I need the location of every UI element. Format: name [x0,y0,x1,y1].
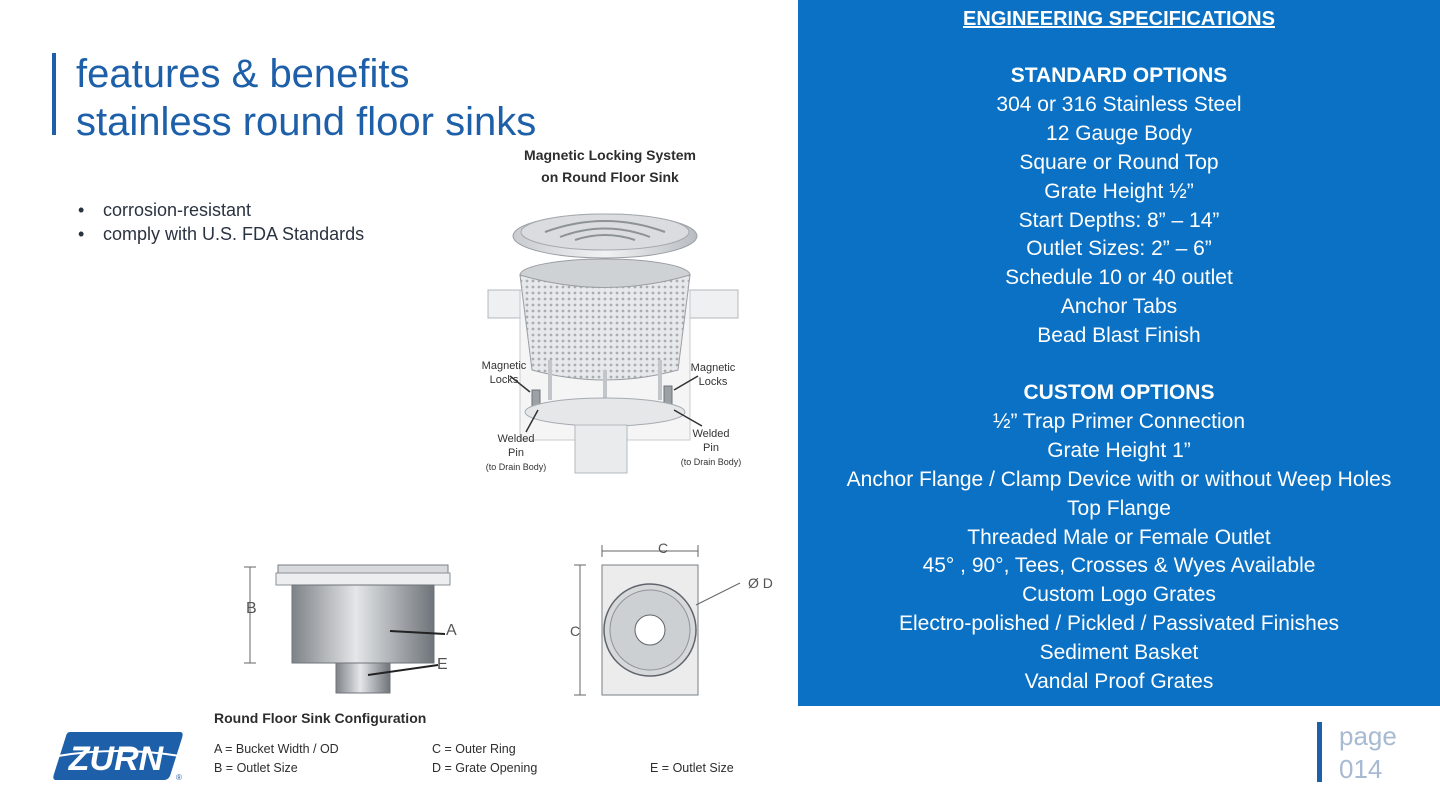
callout-text: Locks [698,376,728,388]
standard-options-title: STANDARD OPTIONS [1010,64,1228,87]
zurn-logo [52,726,184,784]
custom-options-title: CUSTOM OPTIONS [1023,381,1215,404]
legend-item: C = Outer Ring [432,742,516,756]
dim-label-e: E [437,656,448,673]
standard-option-item: Schedule 10 or 40 outlet [1005,266,1233,290]
legend-item: A = Bucket Width / OD [214,742,339,756]
custom-option-item: Sediment Basket [1039,641,1199,665]
custom-option-item: Threaded Male or Female Outlet [967,525,1271,549]
dim-label-b: B [246,600,257,617]
standard-option-item: 304 or 316 Stainless Steel [996,92,1242,116]
custom-option-item: 45° , 90°, Tees, Crosses & Wyes Available [922,554,1316,578]
callout-text: Welded [497,433,535,445]
custom-option-item: Grate Height 1” [1047,438,1191,462]
page-label: page [1339,721,1397,751]
standard-option-item: Square or Round Top [1019,150,1219,174]
callout-text: (to Drain Body) [680,457,742,467]
magnetic-locks-label-left [476,359,532,387]
legend-item-e: E = Outlet Size [650,761,734,775]
custom-option-item: Top Flange [1067,496,1171,520]
caption-line-1: Magnetic Locking System [524,147,696,163]
page-accent-bar [1317,722,1322,782]
custom-option-item: Vandal Proof Grates [1024,670,1214,694]
standard-option-item: Anchor Tabs [1060,295,1178,319]
custom-option-item: ½” Trap Primer Connection [992,409,1246,433]
standard-option-item: Grate Height ½” [1044,179,1194,203]
custom-option-item: Anchor Flange / Clamp Device with or without Weep Holes [846,467,1392,491]
standard-option-item: Start Depths: 8” – 14” [1018,208,1220,232]
callout-text: Magnetic [481,360,527,372]
logo-text: ZURN [68,740,164,778]
caption-line-2: on Round Floor Sink [541,169,679,185]
engineering-specifications-panel [798,0,1440,706]
dim-label-c-side: C [570,623,581,639]
standard-option-item: Bead Blast Finish [1037,324,1201,348]
standard-option-item: Outlet Sizes: 2” – 6” [1026,237,1212,261]
custom-option-item: Electro-polished / Pickled / Passivated Finishes [898,612,1340,636]
welded-pin-label-right [678,427,744,469]
specs-heading: ENGINEERING SPECIFICATIONS [963,8,1275,30]
callout-text: Pin [703,442,719,454]
page-title [76,50,536,146]
callout-text: (to Drain Body) [485,462,547,472]
title-line-1: features & benefits [76,52,410,96]
title-accent-bar [52,53,56,135]
dim-label-d: Ø D [748,575,773,591]
magnetic-locks-label-right [684,361,742,389]
standard-options [798,62,1440,351]
callout-text: Magnetic [690,362,736,374]
configuration-title: Round Floor Sink Configuration [214,710,427,726]
callout-text: Welded [692,428,730,440]
logo-registered-mark: ® [176,773,182,782]
legend-item: D = Grate Opening [432,761,538,775]
welded-pin-label-left [484,432,548,474]
legend-column-1 [214,740,339,778]
dim-label-c-top: C [658,540,669,556]
callout-text: Pin [508,447,524,459]
legend-item: B = Outlet Size [214,761,298,775]
dim-label-a: A [446,622,457,639]
legend-column-2 [432,740,537,778]
custom-options [798,379,1440,697]
callout-text: Locks [489,374,519,386]
configuration-drawing [240,535,780,705]
feature-item: • comply with U.S. FDA Standards [78,222,364,246]
standard-option-item: 12 Gauge Body [1046,121,1192,145]
custom-option-item: Custom Logo Grates [1022,583,1216,607]
feature-item: • corrosion-resistant [78,198,364,222]
title-line-2: stainless round floor sinks [76,100,537,144]
feature-list [78,198,364,246]
page-number [1339,720,1397,786]
page-number-value: 014 [1339,754,1383,784]
